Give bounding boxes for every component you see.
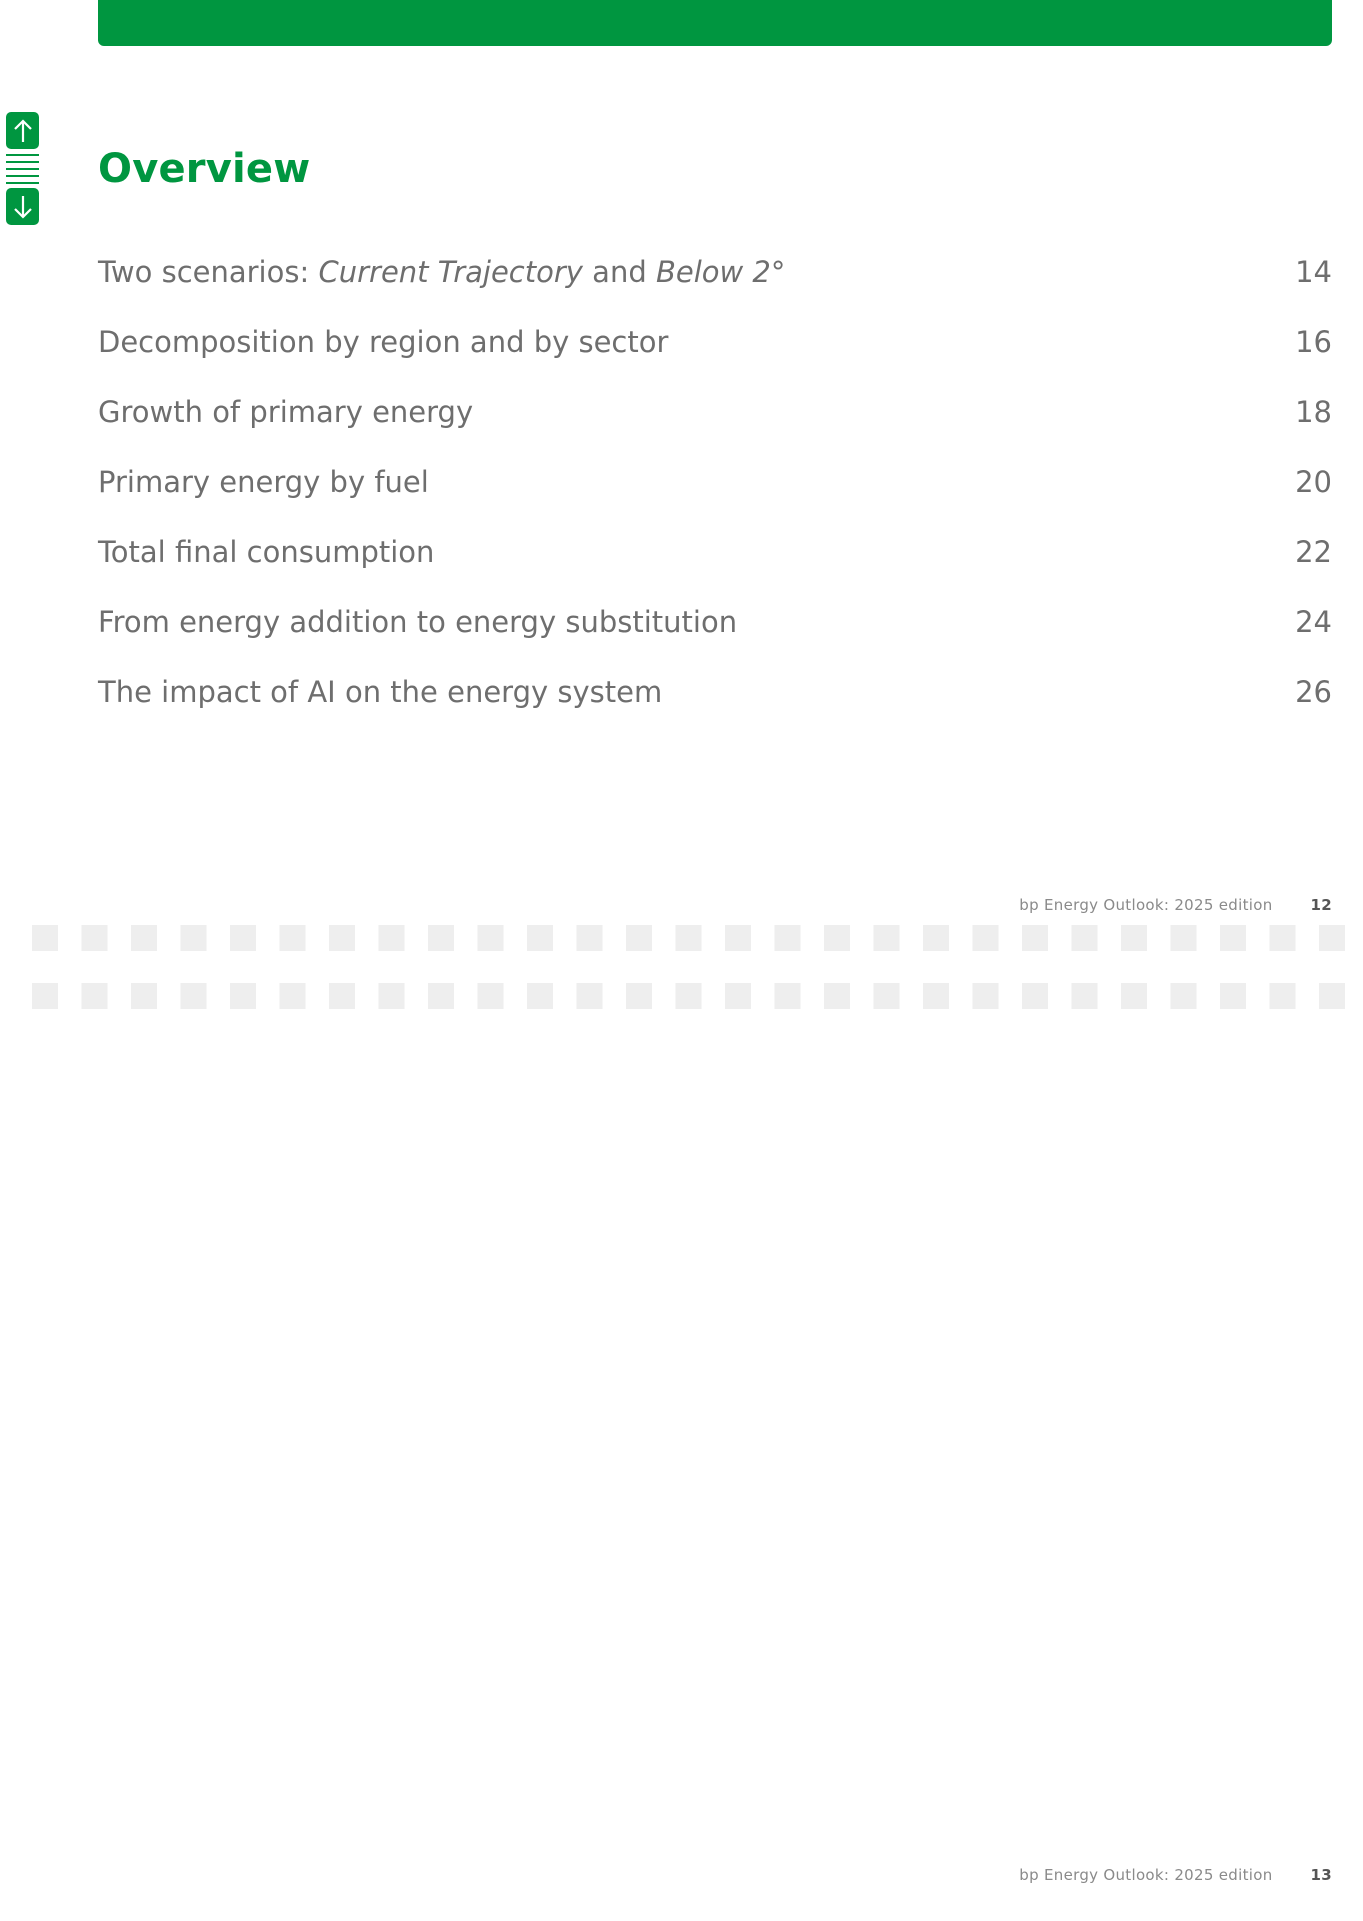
menu-line — [6, 175, 39, 177]
toc-entry-title: Decomposition by region and by sector — [98, 325, 669, 359]
pattern-square — [1072, 983, 1098, 1009]
toc-entry-page: 26 — [1295, 675, 1332, 709]
pattern-square — [824, 925, 850, 951]
toc-title-part: and — [582, 255, 656, 289]
pattern-square — [973, 925, 999, 951]
pattern-square — [428, 925, 454, 951]
pattern-square — [676, 925, 702, 951]
toc-entry[interactable] — [98, 675, 1332, 745]
pattern-square — [1072, 925, 1098, 951]
pattern-square — [973, 983, 999, 1009]
page-footer — [1019, 1866, 1332, 1884]
previous-page-button[interactable] — [6, 112, 39, 149]
pattern-square — [1319, 983, 1345, 1009]
footer-publication: bp Energy Outlook: 2025 edition — [1019, 1866, 1273, 1884]
pattern-square — [577, 983, 603, 1009]
menu-line — [6, 182, 39, 184]
table-of-contents — [98, 255, 1332, 745]
arrow-up-icon — [13, 118, 33, 144]
footer-publication: bp Energy Outlook: 2025 edition — [1019, 896, 1273, 914]
pattern-square — [230, 925, 256, 951]
pattern-square — [428, 983, 454, 1009]
toc-entry-title: Primary energy by fuel — [98, 465, 429, 499]
toc-entry[interactable] — [98, 605, 1332, 675]
pattern-square — [1319, 925, 1345, 951]
toc-entry[interactable] — [98, 535, 1332, 605]
arrow-down-icon — [13, 194, 33, 220]
pattern-square — [775, 983, 801, 1009]
pattern-square — [131, 983, 157, 1009]
pattern-square — [1171, 925, 1197, 951]
pattern-square — [1220, 983, 1246, 1009]
menu-line — [6, 161, 39, 163]
toc-entry-page: 22 — [1295, 535, 1332, 569]
pattern-square — [676, 983, 702, 1009]
pattern-square — [1270, 983, 1296, 1009]
toc-entry-title — [98, 255, 785, 289]
toc-title-part: Two scenarios: — [98, 255, 319, 289]
pattern-square — [577, 925, 603, 951]
toc-entry-title: From energy addition to energy substitution — [98, 605, 738, 639]
pattern-square — [280, 983, 306, 1009]
next-page-button[interactable] — [6, 188, 39, 225]
toc-entry-title: The impact of AI on the energy system — [98, 675, 663, 709]
pattern-square — [1220, 925, 1246, 951]
pattern-square — [725, 983, 751, 1009]
footer-page-number: 13 — [1310, 1866, 1332, 1884]
toc-title-part-italic: Current Trajectory — [318, 255, 583, 289]
pattern-square — [1022, 925, 1048, 951]
pattern-square — [1171, 983, 1197, 1009]
pattern-square — [329, 925, 355, 951]
footer-page-number: 12 — [1310, 896, 1332, 914]
pattern-square — [1022, 983, 1048, 1009]
pattern-square — [478, 925, 504, 951]
top-brand-bar — [98, 0, 1332, 46]
pattern-square — [775, 925, 801, 951]
toc-entry-title: Total final consumption — [98, 535, 435, 569]
decorative-square-pattern — [32, 925, 1352, 1015]
pattern-square — [923, 925, 949, 951]
pattern-square — [527, 925, 553, 951]
pattern-square — [32, 983, 58, 1009]
pattern-square — [32, 925, 58, 951]
toc-entry[interactable] — [98, 465, 1332, 535]
pattern-square — [923, 983, 949, 1009]
pattern-square — [478, 983, 504, 1009]
pattern-square — [725, 925, 751, 951]
navigation-rail — [6, 112, 40, 225]
pattern-square — [626, 983, 652, 1009]
pattern-square — [379, 983, 405, 1009]
pattern-square — [280, 925, 306, 951]
toc-title-part-italic: Below 2° — [655, 255, 786, 289]
toc-entry-page: 18 — [1295, 395, 1332, 429]
toc-entry[interactable] — [98, 255, 1332, 325]
toc-entry-title: Growth of primary energy — [98, 395, 474, 429]
toc-entry[interactable] — [98, 325, 1332, 395]
pattern-square — [1121, 925, 1147, 951]
toc-entry-page: 24 — [1295, 605, 1332, 639]
pattern-square — [82, 983, 108, 1009]
menu-line — [6, 168, 39, 170]
pattern-square — [1121, 983, 1147, 1009]
pattern-square — [626, 925, 652, 951]
pattern-square — [131, 925, 157, 951]
pattern-square — [329, 983, 355, 1009]
pattern-square — [230, 983, 256, 1009]
toc-entry[interactable] — [98, 395, 1332, 465]
menu-line — [6, 154, 39, 156]
pattern-square — [181, 925, 207, 951]
page-title: Overview — [98, 146, 311, 192]
pattern-square — [181, 983, 207, 1009]
pattern-square — [874, 925, 900, 951]
pattern-square — [824, 983, 850, 1009]
contents-menu-button[interactable] — [6, 154, 39, 184]
page-footer — [1019, 896, 1332, 914]
pattern-square — [874, 983, 900, 1009]
toc-entry-page: 16 — [1295, 325, 1332, 359]
pattern-square — [1270, 925, 1296, 951]
toc-entry-page: 14 — [1295, 255, 1332, 289]
toc-entry-page: 20 — [1295, 465, 1332, 499]
pattern-square — [82, 925, 108, 951]
pattern-square — [379, 925, 405, 951]
pattern-square — [527, 983, 553, 1009]
